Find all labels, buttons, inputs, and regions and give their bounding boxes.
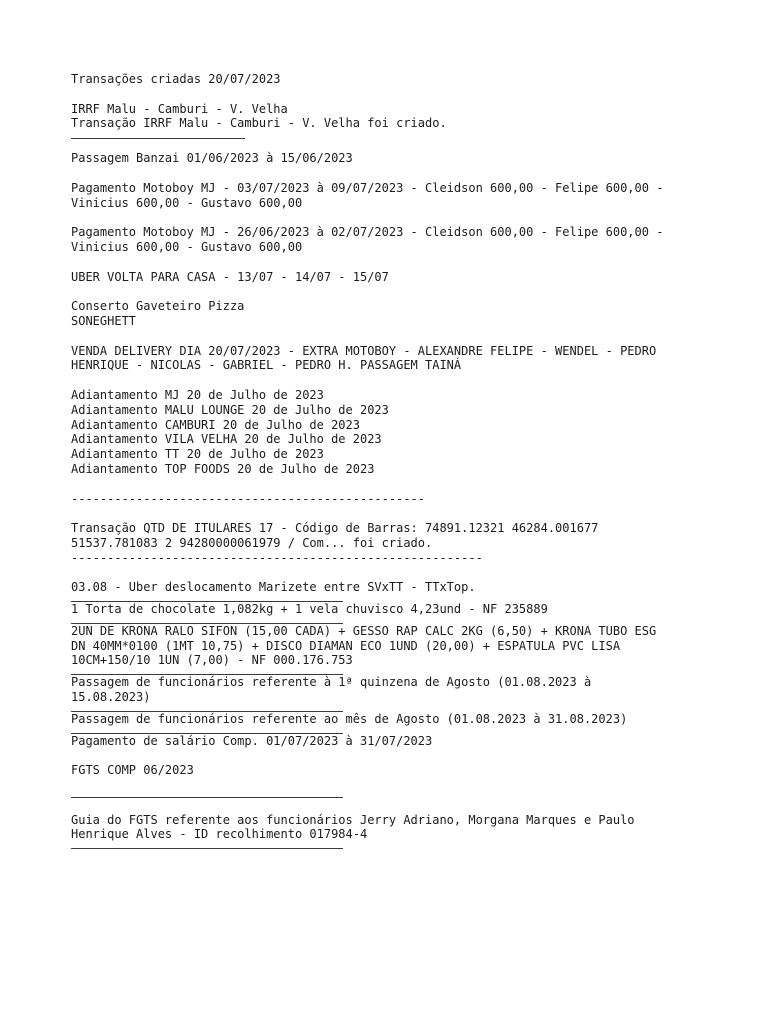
passagem-quinzena-line-1: Passagem de funcionários referente à 1ª quinzena de Agosto (01.08.2023 à [71, 675, 592, 690]
passagem-mes: Passagem de funcionários referente ao mês de Agosto (01.08.2023 à 31.08.2023) [71, 711, 628, 726]
dash-separator: --------------------------------------------------------- [71, 550, 483, 565]
transacao-qtd-line-2: 51537.781083 2 94280000061979 / Com... foi criado. [71, 535, 433, 550]
irrf-name: IRRF Malu - Camburi - V. Velha [71, 101, 288, 116]
adiantamento-item: Adiantamento TT 20 de Julho de 2023 [71, 447, 324, 462]
adiantamento-item: Adiantamento MALU LOUNGE 20 de Julho de 2023 [71, 402, 389, 417]
venda-delivery-line-2: HENRIQUE - NICOLAS - GABRIEL - PEDRO H. PASSAGEM TAINÁ [71, 358, 462, 373]
dash-separator: ------------------------------------------------- [71, 491, 426, 506]
venda-delivery-line-1: VENDA DELIVERY DIA 20/07/2023 - EXTRA MOTOBOY - ALEXANDRE FELIPE - WENDEL - PEDRO [71, 343, 657, 358]
krona-line-1: 2UN DE KRONA RALO SIFON (15,00 CADA) + GESSO RAP CALC 2KG (6,50) + KRONA TUBO ESG [71, 623, 657, 638]
separator-rule [71, 138, 245, 139]
salario-line: Pagamento de salário Comp. 01/07/2023 à 31/07/2023 [71, 733, 433, 748]
conserto-line-2: SONEGHETT [71, 313, 137, 328]
krona-line-2: DN 40MM*0100 (1MT 10,75) + DISCO DIAMAN ECO 1UND (20,00) + ESPATULA PVC LISA [71, 638, 621, 653]
adiantamento-item: Adiantamento CAMBURI 20 de Julho de 2023 [71, 417, 360, 432]
fgts-comp: FGTS COMP 06/2023 [71, 763, 194, 778]
document-page [71, 72, 701, 849]
adiantamento-item: Adiantamento MJ 20 de Julho de 2023 [71, 387, 324, 402]
passagem-quinzena-line-2: 15.08.2023) [71, 690, 151, 705]
motoboy-2-line-2: Vinicius 600,00 - Gustavo 600,00 [71, 239, 303, 254]
motoboy-1-line-1: Pagamento Motoboy MJ - 03/07/2023 à 09/07/2023 - Cleidson 600,00 - Felipe 600,00 - [71, 180, 664, 195]
uber-casa: UBER VOLTA PARA CASA - 13/07 - 14/07 - 15/07 [71, 269, 389, 284]
separator-rule [71, 848, 343, 849]
motoboy-2-line-1: Pagamento Motoboy MJ - 26/06/2023 à 02/07/2023 - Cleidson 600,00 - Felipe 600,00 - [71, 225, 664, 240]
adiantamento-item: Adiantamento VILA VELHA 20 de Julho de 2023 [71, 432, 382, 447]
guia-fgts-line-1: Guia do FGTS referente aos funcionários Jerry Adriano, Morgana Marques e Paulo [71, 812, 635, 827]
irrf-created: Transação IRRF Malu - Camburi - V. Velha foi criado. [71, 116, 447, 131]
passagem-banzai: Passagem Banzai 01/06/2023 à 15/06/2023 [71, 151, 353, 166]
krona-line-3: 10CM+150/10 1UN (7,00) - NF 000.176.753 [71, 653, 353, 668]
conserto-line-1: Conserto Gaveteiro Pizza [71, 299, 245, 314]
guia-fgts-line-2: Henrique Alves - ID recolhimento 017984-4 [71, 827, 368, 842]
motoboy-1-line-2: Vinicius 600,00 - Gustavo 600,00 [71, 195, 303, 210]
torta-line: 1 Torta de chocolate 1,082kg + 1 vela chuvisco 4,23und - NF 235889 [71, 602, 548, 617]
uber-deslocamento: 03.08 - Uber deslocamento Marizete entre SVxTT - TTxTop. [71, 580, 476, 595]
transacao-qtd-line-1: Transação QTD DE ITULARES 17 - Código de Barras: 74891.12321 46284.001677 [71, 521, 599, 536]
document-title: Transações criadas 20/07/2023 [71, 72, 281, 86]
adiantamento-item: Adiantamento TOP FOODS 20 de Julho de 2023 [71, 461, 375, 476]
